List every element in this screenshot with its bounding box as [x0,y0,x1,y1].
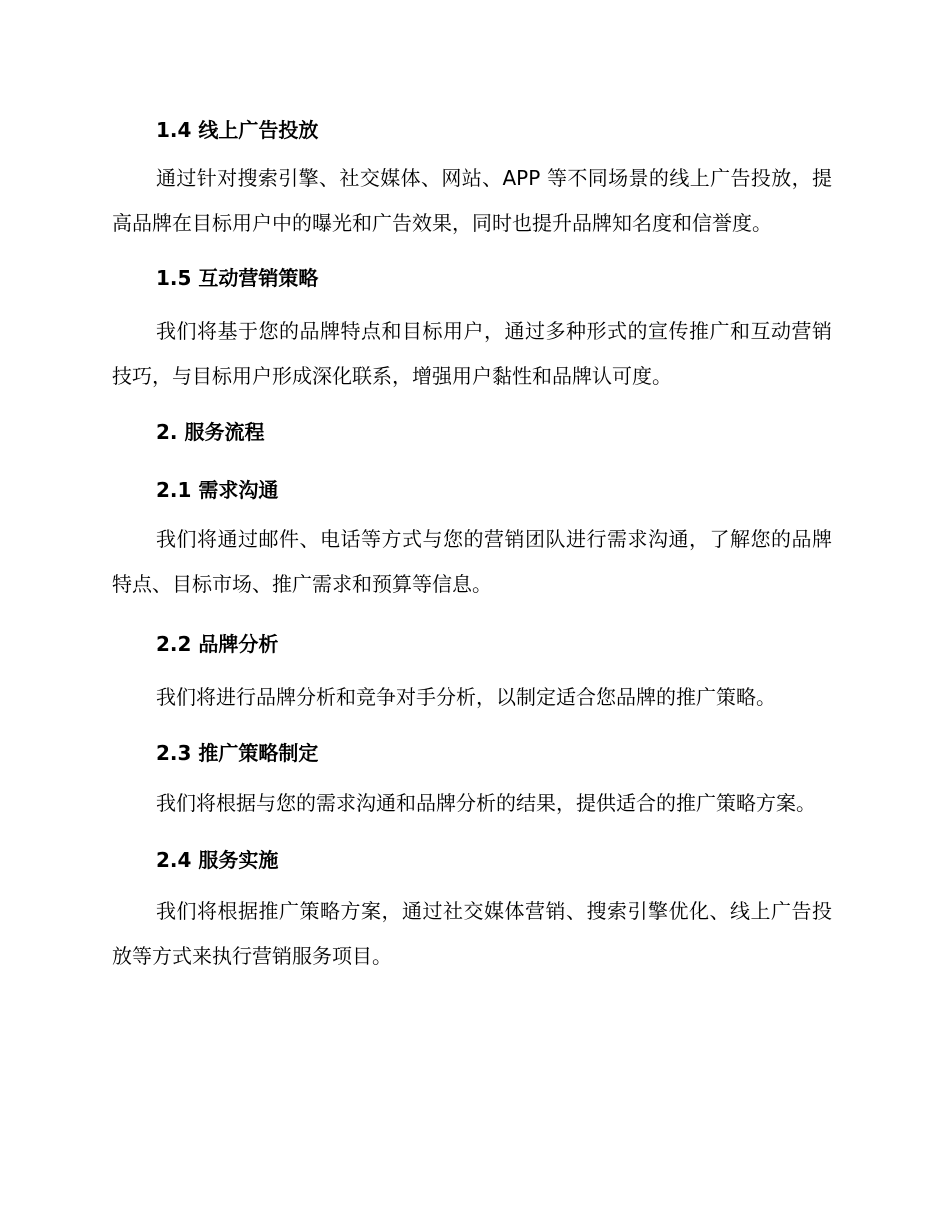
section-heading-2-4: 2.4 服务实施 [156,848,279,872]
section-heading-1-4: 1.4 线上广告投放 [156,118,319,142]
section-paragraph-1-5: 我们将基于您的品牌特点和目标用户，通过多种形式的宣传推广和互动营销技巧，与目标用户形成深化联系，增强用户黏性和品牌认可度。 [112,319,832,388]
section-heading-2: 2. 服务流程 [156,420,265,444]
section-paragraph-2-1: 我们将通过邮件、电话等方式与您的营销团队进行需求沟通，了解您的品牌特点、目标市场、推广需求和预算等信息。 [112,527,832,596]
section-paragraph-2-4: 我们将根据推广策略方案，通过社交媒体营销、搜索引擎优化、线上广告投放等方式来执行营销服务项目。 [112,899,832,968]
document-body [112,112,832,979]
section-paragraph-2-3: 我们将根据与您的需求沟通和品牌分析的结果，提供适合的推广策略方案。 [156,791,816,815]
section-heading-2-1: 2.1 需求沟通 [156,478,279,502]
section-paragraph-1-4: 通过针对搜索引擎、社交媒体、网站、APP 等不同场景的线上广告投放，提高品牌在目标用户中的曝光和广告效果，同时也提升品牌知名度和信誉度。 [112,166,832,235]
section-heading-2-3: 2.3 推广策略制定 [156,741,319,765]
section-heading-1-5: 1.5 互动营销策略 [156,266,319,290]
section-heading-2-2: 2.2 品牌分析 [156,632,279,656]
section-paragraph-2-2: 我们将进行品牌分析和竞争对手分析，以制定适合您品牌的推广策略。 [156,685,776,709]
